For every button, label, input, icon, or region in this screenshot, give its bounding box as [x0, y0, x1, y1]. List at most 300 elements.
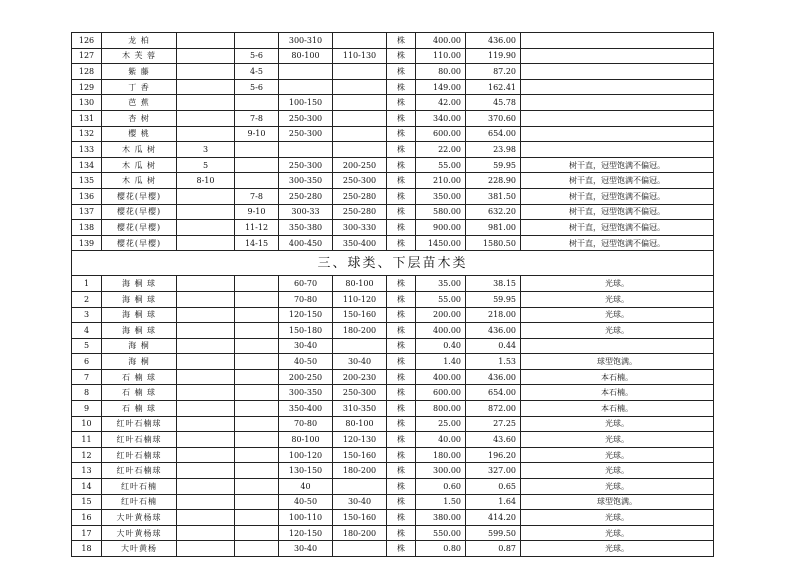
cell-height — [279, 79, 333, 95]
cell-unit: 株 — [387, 385, 416, 401]
cell-number: 137 — [72, 204, 102, 220]
cell-unit: 株 — [387, 79, 416, 95]
cell-price: 42.00 — [416, 95, 466, 111]
cell-price-tax: 436.00 — [466, 323, 521, 339]
cell-ground-diameter — [235, 494, 279, 510]
cell-unit: 株 — [387, 307, 416, 323]
cell-unit: 株 — [387, 157, 416, 173]
cell-price-tax: 119.90 — [466, 48, 521, 64]
cell-diameter — [177, 463, 235, 479]
table-row — [72, 369, 714, 385]
cell-ground-diameter — [235, 323, 279, 339]
cell-height: 300-310 — [279, 33, 333, 49]
cell-price-tax: 87.20 — [466, 64, 521, 80]
cell-note: 树干直，冠型饱满不偏冠。 — [521, 173, 714, 189]
cell-plant-name: 红叶石楠球 — [102, 432, 177, 448]
cell-number: 12 — [72, 447, 102, 463]
cell-number: 14 — [72, 479, 102, 495]
cell-height: 250-300 — [279, 110, 333, 126]
cell-ground-diameter: 11-12 — [235, 220, 279, 236]
table-row — [72, 142, 714, 158]
cell-note — [521, 126, 714, 142]
cell-plant-name: 红叶石楠 — [102, 479, 177, 495]
cell-number: 134 — [72, 157, 102, 173]
cell-diameter — [177, 354, 235, 370]
cell-price: 600.00 — [416, 385, 466, 401]
cell-note: 树干直，冠型饱满不偏冠。 — [521, 157, 714, 173]
table-row — [72, 401, 714, 417]
cell-crown — [333, 142, 387, 158]
cell-height: 300-350 — [279, 173, 333, 189]
cell-note: 光球。 — [521, 291, 714, 307]
cell-unit: 株 — [387, 323, 416, 339]
cell-plant-name: 海 桐 球 — [102, 291, 177, 307]
table-row — [72, 338, 714, 354]
cell-crown: 110-130 — [333, 48, 387, 64]
cell-diameter: 8-10 — [177, 173, 235, 189]
cell-number: 10 — [72, 416, 102, 432]
cell-crown: 250-280 — [333, 204, 387, 220]
table-row — [72, 95, 714, 111]
cell-crown — [333, 338, 387, 354]
cell-diameter — [177, 432, 235, 448]
cell-height: 350-380 — [279, 220, 333, 236]
cell-crown: 200-230 — [333, 369, 387, 385]
cell-plant-name: 石 楠 球 — [102, 385, 177, 401]
cell-ground-diameter: 7-8 — [235, 188, 279, 204]
cell-diameter — [177, 204, 235, 220]
table-row — [72, 204, 714, 220]
cell-number: 136 — [72, 188, 102, 204]
cell-diameter — [177, 110, 235, 126]
table-row — [72, 494, 714, 510]
cell-unit: 株 — [387, 95, 416, 111]
cell-unit: 株 — [387, 479, 416, 495]
cell-height: 40-50 — [279, 354, 333, 370]
cell-unit: 株 — [387, 525, 416, 541]
cell-diameter — [177, 416, 235, 432]
cell-price: 149.00 — [416, 79, 466, 95]
table-row — [72, 110, 714, 126]
cell-price: 25.00 — [416, 416, 466, 432]
cell-crown — [333, 479, 387, 495]
table-row — [72, 157, 714, 173]
cell-plant-name: 海 桐 球 — [102, 307, 177, 323]
cell-number: 11 — [72, 432, 102, 448]
cell-number: 132 — [72, 126, 102, 142]
cell-price: 110.00 — [416, 48, 466, 64]
cell-diameter — [177, 64, 235, 80]
cell-ground-diameter — [235, 369, 279, 385]
table-row — [72, 354, 714, 370]
cell-price-tax: 228.90 — [466, 173, 521, 189]
cell-plant-name: 大叶黄杨 — [102, 541, 177, 557]
cell-price: 550.00 — [416, 525, 466, 541]
cell-unit: 株 — [387, 510, 416, 526]
cell-plant-name: 芭 蕉 — [102, 95, 177, 111]
cell-plant-name: 樱花(早樱) — [102, 188, 177, 204]
nursery-price-table — [71, 32, 714, 557]
cell-note: 光球。 — [521, 447, 714, 463]
cell-plant-name: 红叶石楠 — [102, 494, 177, 510]
cell-number: 13 — [72, 463, 102, 479]
cell-plant-name: 樱花(早樱) — [102, 235, 177, 251]
cell-crown: 200-250 — [333, 157, 387, 173]
cell-note: 本石楠。 — [521, 369, 714, 385]
cell-crown: 150-160 — [333, 510, 387, 526]
cell-note: 光球。 — [521, 416, 714, 432]
cell-diameter — [177, 385, 235, 401]
cell-ground-diameter — [235, 416, 279, 432]
cell-number: 18 — [72, 541, 102, 557]
cell-ground-diameter: 7-8 — [235, 110, 279, 126]
cell-ground-diameter: 14-15 — [235, 235, 279, 251]
cell-height: 40 — [279, 479, 333, 495]
cell-price-tax: 45.78 — [466, 95, 521, 111]
cell-price-tax: 27.25 — [466, 416, 521, 432]
cell-ground-diameter — [235, 385, 279, 401]
cell-note — [521, 64, 714, 80]
cell-price-tax: 327.00 — [466, 463, 521, 479]
cell-height: 100-120 — [279, 447, 333, 463]
cell-crown: 110-120 — [333, 291, 387, 307]
cell-crown: 180-200 — [333, 463, 387, 479]
cell-note: 光球。 — [521, 307, 714, 323]
cell-note: 球型饱满。 — [521, 494, 714, 510]
cell-unit: 株 — [387, 338, 416, 354]
cell-ground-diameter — [235, 541, 279, 557]
cell-note — [521, 338, 714, 354]
cell-diameter — [177, 338, 235, 354]
cell-crown: 300-330 — [333, 220, 387, 236]
cell-price-tax: 0.44 — [466, 338, 521, 354]
cell-plant-name: 樱 桃 — [102, 126, 177, 142]
cell-price: 800.00 — [416, 401, 466, 417]
table-row — [72, 541, 714, 557]
table-row — [72, 479, 714, 495]
cell-ground-diameter — [235, 307, 279, 323]
cell-plant-name: 石 楠 球 — [102, 369, 177, 385]
cell-diameter — [177, 307, 235, 323]
cell-plant-name: 木 瓜 树 — [102, 173, 177, 189]
cell-ground-diameter — [235, 447, 279, 463]
table-row — [72, 432, 714, 448]
table-row — [72, 33, 714, 49]
cell-price: 400.00 — [416, 369, 466, 385]
cell-price-tax: 1.64 — [466, 494, 521, 510]
cell-price-tax: 370.60 — [466, 110, 521, 126]
cell-ground-diameter — [235, 157, 279, 173]
cell-crown — [333, 126, 387, 142]
cell-diameter — [177, 510, 235, 526]
cell-price-tax: 1.53 — [466, 354, 521, 370]
cell-crown: 150-160 — [333, 307, 387, 323]
cell-unit: 株 — [387, 64, 416, 80]
table-body-bottom — [72, 276, 714, 557]
cell-unit: 株 — [387, 447, 416, 463]
cell-ground-diameter — [235, 33, 279, 49]
cell-price: 340.00 — [416, 110, 466, 126]
cell-crown — [333, 33, 387, 49]
cell-plant-name: 大叶黄杨球 — [102, 510, 177, 526]
cell-height: 250-300 — [279, 126, 333, 142]
cell-price-tax: 1580.50 — [466, 235, 521, 251]
cell-crown: 250-300 — [333, 385, 387, 401]
cell-crown: 150-160 — [333, 447, 387, 463]
cell-number: 129 — [72, 79, 102, 95]
cell-price: 350.00 — [416, 188, 466, 204]
cell-number: 15 — [72, 494, 102, 510]
cell-number: 4 — [72, 323, 102, 339]
cell-height: 250-300 — [279, 157, 333, 173]
cell-price-tax: 654.00 — [466, 385, 521, 401]
cell-height: 120-150 — [279, 307, 333, 323]
cell-plant-name: 红叶石楠球 — [102, 463, 177, 479]
cell-price: 55.00 — [416, 291, 466, 307]
cell-plant-name: 木 瓜 树 — [102, 157, 177, 173]
cell-crown: 250-300 — [333, 173, 387, 189]
cell-price: 35.00 — [416, 276, 466, 292]
table-row — [72, 235, 714, 251]
cell-unit: 株 — [387, 432, 416, 448]
cell-number: 128 — [72, 64, 102, 80]
table-row — [72, 291, 714, 307]
cell-diameter — [177, 447, 235, 463]
cell-price-tax: 654.00 — [466, 126, 521, 142]
cell-diameter — [177, 369, 235, 385]
cell-number: 130 — [72, 95, 102, 111]
cell-crown: 250-280 — [333, 188, 387, 204]
cell-note: 树干直，冠型饱满不偏冠。 — [521, 235, 714, 251]
cell-price: 0.40 — [416, 338, 466, 354]
cell-diameter — [177, 79, 235, 95]
cell-plant-name: 樱花(早樱) — [102, 220, 177, 236]
cell-unit: 株 — [387, 188, 416, 204]
table-row — [72, 126, 714, 142]
cell-ground-diameter — [235, 142, 279, 158]
cell-price-tax: 436.00 — [466, 33, 521, 49]
cell-plant-name: 海 桐 球 — [102, 323, 177, 339]
cell-note — [521, 110, 714, 126]
cell-number: 6 — [72, 354, 102, 370]
cell-number: 8 — [72, 385, 102, 401]
cell-ground-diameter — [235, 95, 279, 111]
section-row — [72, 251, 714, 276]
cell-note: 光球。 — [521, 432, 714, 448]
cell-plant-name: 丁 香 — [102, 79, 177, 95]
cell-price-tax: 196.20 — [466, 447, 521, 463]
cell-unit: 株 — [387, 142, 416, 158]
cell-price-tax: 872.00 — [466, 401, 521, 417]
cell-diameter — [177, 276, 235, 292]
cell-plant-name: 海 桐 球 — [102, 276, 177, 292]
cell-price: 200.00 — [416, 307, 466, 323]
cell-note: 树干直，冠型饱满不偏冠。 — [521, 188, 714, 204]
cell-plant-name: 大叶黄杨球 — [102, 525, 177, 541]
cell-plant-name: 红叶石楠球 — [102, 416, 177, 432]
cell-height: 400-450 — [279, 235, 333, 251]
table-row — [72, 64, 714, 80]
cell-price-tax: 38.15 — [466, 276, 521, 292]
cell-price-tax: 162.41 — [466, 79, 521, 95]
cell-diameter — [177, 401, 235, 417]
cell-plant-name: 紫 藤 — [102, 64, 177, 80]
cell-height: 100-150 — [279, 95, 333, 111]
cell-price-tax: 59.95 — [466, 291, 521, 307]
cell-unit: 株 — [387, 541, 416, 557]
cell-price: 1.50 — [416, 494, 466, 510]
cell-height: 80-100 — [279, 48, 333, 64]
cell-number: 138 — [72, 220, 102, 236]
cell-price-tax: 0.65 — [466, 479, 521, 495]
table-row — [72, 307, 714, 323]
cell-crown: 80-100 — [333, 276, 387, 292]
cell-number: 139 — [72, 235, 102, 251]
cell-unit: 株 — [387, 401, 416, 417]
table-row — [72, 525, 714, 541]
cell-price: 900.00 — [416, 220, 466, 236]
cell-unit: 株 — [387, 220, 416, 236]
cell-unit: 株 — [387, 48, 416, 64]
cell-plant-name: 石 楠 球 — [102, 401, 177, 417]
cell-number: 3 — [72, 307, 102, 323]
cell-price: 400.00 — [416, 323, 466, 339]
cell-price-tax: 414.20 — [466, 510, 521, 526]
cell-note: 光球。 — [521, 323, 714, 339]
cell-price-tax: 632.20 — [466, 204, 521, 220]
cell-number: 7 — [72, 369, 102, 385]
cell-number: 133 — [72, 142, 102, 158]
cell-note: 光球。 — [521, 463, 714, 479]
cell-number: 131 — [72, 110, 102, 126]
cell-crown: 350-400 — [333, 235, 387, 251]
cell-note: 树干直，冠型饱满不偏冠。 — [521, 220, 714, 236]
cell-diameter — [177, 188, 235, 204]
cell-price: 580.00 — [416, 204, 466, 220]
cell-crown — [333, 95, 387, 111]
cell-height: 100-110 — [279, 510, 333, 526]
table-row — [72, 510, 714, 526]
table-row — [72, 48, 714, 64]
cell-price: 55.00 — [416, 157, 466, 173]
cell-plant-name: 海 桐 — [102, 338, 177, 354]
cell-price: 600.00 — [416, 126, 466, 142]
cell-height: 130-150 — [279, 463, 333, 479]
cell-unit: 株 — [387, 369, 416, 385]
cell-number: 1 — [72, 276, 102, 292]
cell-price: 180.00 — [416, 447, 466, 463]
table-row — [72, 416, 714, 432]
table-row — [72, 276, 714, 292]
cell-price: 22.00 — [416, 142, 466, 158]
cell-diameter — [177, 126, 235, 142]
cell-ground-diameter: 9-10 — [235, 204, 279, 220]
cell-price-tax: 0.87 — [466, 541, 521, 557]
cell-price-tax: 599.50 — [466, 525, 521, 541]
cell-note: 球型饱满。 — [521, 354, 714, 370]
cell-crown: 30-40 — [333, 494, 387, 510]
table-row — [72, 79, 714, 95]
cell-plant-name: 木 瓜 树 — [102, 142, 177, 158]
cell-diameter: 3 — [177, 142, 235, 158]
cell-price-tax: 23.98 — [466, 142, 521, 158]
table-row — [72, 447, 714, 463]
cell-number: 135 — [72, 173, 102, 189]
cell-height: 150-180 — [279, 323, 333, 339]
cell-unit: 株 — [387, 291, 416, 307]
cell-height — [279, 64, 333, 80]
cell-unit: 株 — [387, 235, 416, 251]
cell-price-tax: 381.50 — [466, 188, 521, 204]
cell-price: 210.00 — [416, 173, 466, 189]
cell-diameter — [177, 541, 235, 557]
cell-diameter: 5 — [177, 157, 235, 173]
cell-price: 380.00 — [416, 510, 466, 526]
cell-unit: 株 — [387, 354, 416, 370]
cell-price: 1450.00 — [416, 235, 466, 251]
cell-plant-name: 樱花(早樱) — [102, 204, 177, 220]
cell-ground-diameter — [235, 173, 279, 189]
cell-crown: 310-350 — [333, 401, 387, 417]
cell-unit: 株 — [387, 126, 416, 142]
cell-plant-name: 红叶石楠球 — [102, 447, 177, 463]
cell-note — [521, 48, 714, 64]
cell-ground-diameter — [235, 432, 279, 448]
cell-crown: 30-40 — [333, 354, 387, 370]
cell-price: 300.00 — [416, 463, 466, 479]
cell-unit: 株 — [387, 276, 416, 292]
cell-height: 60-70 — [279, 276, 333, 292]
cell-price-tax: 218.00 — [466, 307, 521, 323]
cell-note — [521, 95, 714, 111]
cell-price: 400.00 — [416, 33, 466, 49]
cell-plant-name: 海 桐 — [102, 354, 177, 370]
cell-height: 30-40 — [279, 338, 333, 354]
cell-ground-diameter — [235, 401, 279, 417]
cell-price-tax: 981.00 — [466, 220, 521, 236]
cell-number: 9 — [72, 401, 102, 417]
cell-price-tax: 43.60 — [466, 432, 521, 448]
cell-diameter — [177, 291, 235, 307]
cell-unit: 株 — [387, 173, 416, 189]
cell-diameter — [177, 48, 235, 64]
cell-note — [521, 33, 714, 49]
cell-ground-diameter — [235, 525, 279, 541]
cell-diameter — [177, 95, 235, 111]
cell-diameter — [177, 323, 235, 339]
cell-ground-diameter — [235, 479, 279, 495]
cell-price: 80.00 — [416, 64, 466, 80]
cell-ground-diameter — [235, 291, 279, 307]
cell-ground-diameter — [235, 463, 279, 479]
cell-crown — [333, 541, 387, 557]
cell-height: 40-50 — [279, 494, 333, 510]
table-row — [72, 220, 714, 236]
cell-crown — [333, 79, 387, 95]
cell-number: 126 — [72, 33, 102, 49]
cell-number: 2 — [72, 291, 102, 307]
table-row — [72, 173, 714, 189]
cell-height: 70-80 — [279, 291, 333, 307]
cell-height: 30-40 — [279, 541, 333, 557]
cell-number: 17 — [72, 525, 102, 541]
cell-number: 127 — [72, 48, 102, 64]
price-sheet — [71, 32, 714, 557]
table-row — [72, 323, 714, 339]
cell-note: 光球。 — [521, 510, 714, 526]
cell-ground-diameter: 5-6 — [235, 48, 279, 64]
cell-diameter — [177, 235, 235, 251]
